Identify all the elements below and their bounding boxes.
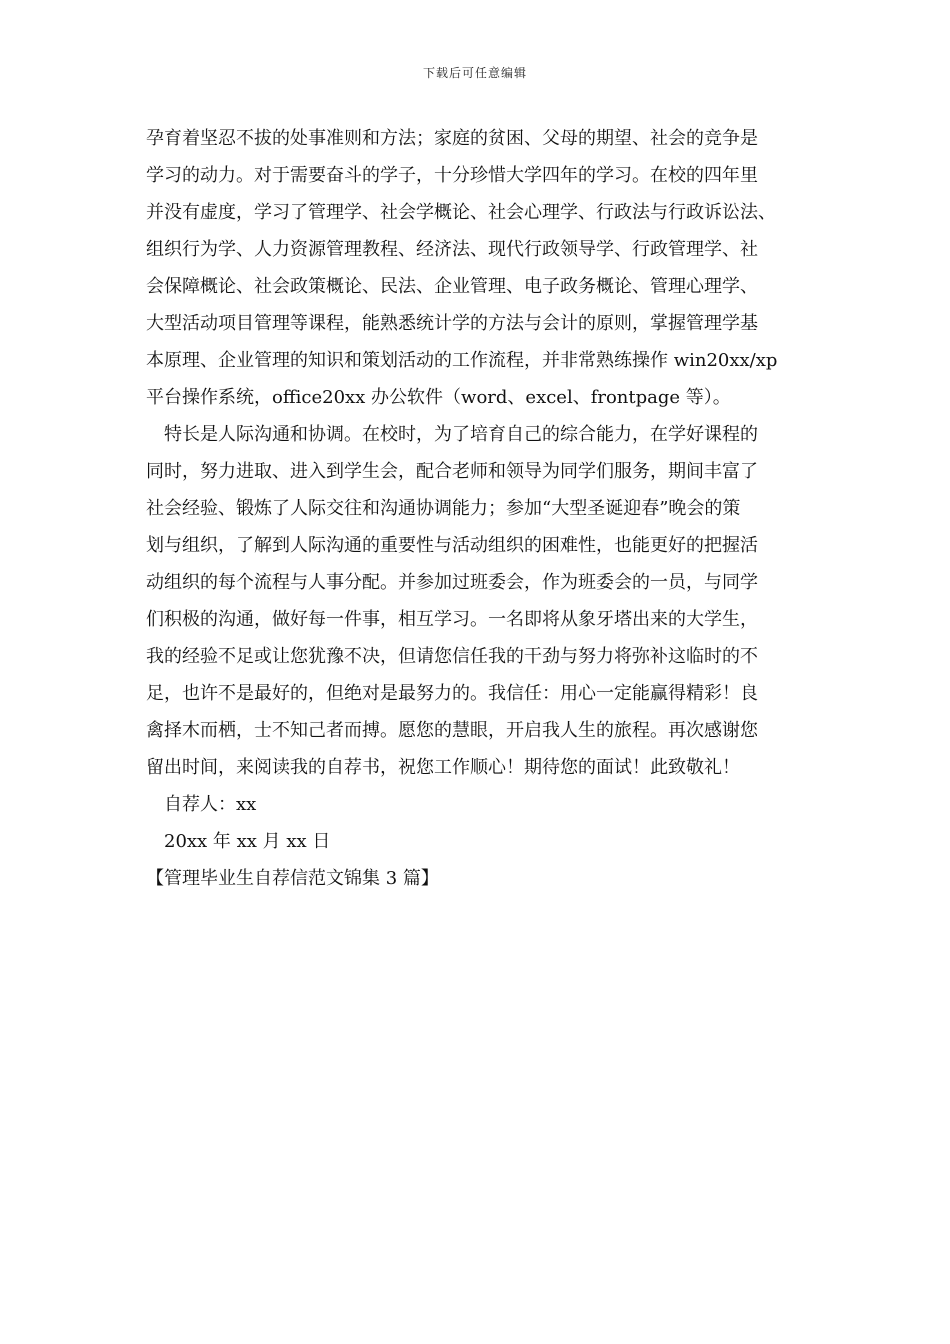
- page-header: 下载后可任意编辑: [422, 66, 527, 80]
- signature-date: 20xx 年 xx 月 xx 日: [164, 831, 331, 852]
- document-body: [146, 120, 818, 897]
- paragraph-strengths: [146, 416, 818, 786]
- text-line: 孕育着坚忍不拔的处事准则和方法；家庭的贫困、父母的期望、社会的竞争是: [146, 128, 758, 149]
- text-line: 动组织的每个流程与人事分配。并参加过班委会，作为班委会的一员，与同学: [146, 572, 758, 593]
- signature-recommender: 自荐人：xx: [164, 794, 257, 815]
- text-line: 本原理、企业管理的知识和策划活动的工作流程，并非常熟练操作 win20xx/xp: [146, 350, 778, 371]
- text-line: 组织行为学、人力资源管理教程、经济法、现代行政领导学、行政管理学、社: [146, 239, 758, 260]
- text-line: 禽择木而栖，士不知己者而搏。愿您的慧眼，开启我人生的旅程。再次感谢您: [146, 720, 758, 741]
- text-line: 学习的动力。对于需要奋斗的学子，十分珍惜大学四年的学习。在校的四年里: [146, 165, 758, 186]
- text-line: 会保障概论、社会政策概论、民法、企业管理、电子政务概论、管理心理学、: [146, 276, 758, 297]
- text-line: 足，也许不是最好的，但绝对是最努力的。我信任：用心一定能赢得精彩！良: [146, 683, 758, 704]
- text-line: 们积极的沟通，做好每一件事，相互学习。一名即将从象牙塔出来的大学生，: [146, 609, 758, 630]
- text-line: 并没有虚度，学习了管理学、社会学概论、社会心理学、行政法与行政诉讼法、: [146, 202, 776, 223]
- text-line: 大型活动项目管理等课程，能熟悉统计学的方法与会计的原则，掌握管理学基: [146, 313, 758, 334]
- text-line: 同时，努力进取、进入到学生会，配合老师和领导为同学们服务，期间丰富了: [146, 461, 758, 482]
- text-line: 平台操作系统，office20xx 办公软件（word、excel、frontpage 等）。: [146, 387, 731, 408]
- text-line: 留出时间，来阅读我的自荐书，祝您工作顺心！期待您的面试！此致敬礼！: [146, 757, 740, 778]
- text-line: 我的经验不足或让您犹豫不决，但请您信任我的干劲与努力将弥补这临时的不: [146, 646, 758, 667]
- text-line: 社会经验、锻炼了人际交往和沟通协调能力；参加“大型圣诞迎春”晚会的策: [146, 498, 741, 519]
- text-line: 划与组织，了解到人际沟通的重要性与活动组织的困难性，也能更好的把握活: [146, 535, 758, 556]
- text-line: 特长是人际沟通和协调。在校时，为了培育自己的综合能力，在学好课程的: [164, 424, 758, 445]
- paragraph-education: [146, 120, 818, 416]
- footer-title: 【管理毕业生自荐信范文锦集 3 篇】: [146, 868, 439, 889]
